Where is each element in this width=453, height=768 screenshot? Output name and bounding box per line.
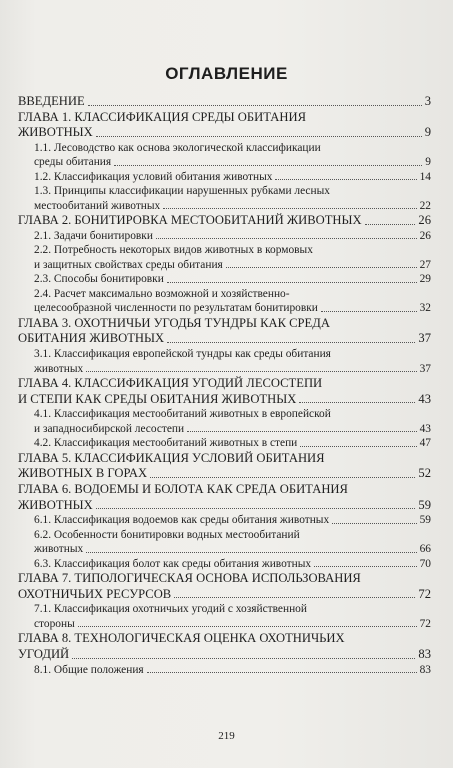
toc-entry-text: УГОДИЙ [18, 646, 70, 661]
toc-section-entry [34, 407, 431, 436]
toc-page-number: 43 [418, 391, 431, 406]
toc-chapter-entry [18, 451, 431, 482]
toc-chapter-entry [18, 94, 431, 110]
toc-entry-text: ЖИВОТНЫХ В ГОРАХ [18, 466, 148, 481]
dot-leader [163, 208, 416, 209]
toc-entry-text: 2.4. Расчет максимально возможной и хозяйственно- [34, 287, 290, 300]
dot-leader [300, 446, 416, 447]
toc-entry-text: ЖИВОТНЫХ [18, 125, 93, 140]
page-title: ОГЛАВЛЕНИЕ [165, 64, 288, 83]
toc-entry-text: ГЛАВА 6. ВОДОЕМЫ И БОЛОТА КАК СРЕДА ОБИТАНИЯ [18, 481, 348, 496]
toc-page-number: 9 [424, 125, 431, 140]
toc-page-number: 72 [419, 617, 431, 630]
toc-entry-text: 2.1. Задачи бонитировки [34, 229, 153, 242]
dot-leader [78, 626, 417, 627]
toc-entry-text: 1.2. Классификация условий обитания животных [34, 170, 273, 183]
dot-leader [365, 224, 416, 225]
toc-page-number: 37 [418, 331, 431, 346]
toc-entry-text: ГЛАВА 7. ТИПОЛОГИЧЕСКАЯ ОСНОВА ИСПОЛЬЗОВАНИЯ [18, 571, 361, 586]
dot-leader [174, 597, 415, 598]
toc-entry-last-line [34, 155, 431, 170]
toc-entry-last-line [18, 331, 431, 347]
toc-section-entry [34, 184, 431, 213]
toc-entry-text: ГЛАВА 2. БОНИТИРОВКА МЕСТООБИТАНИЙ ЖИВОТНЫХ [18, 213, 362, 228]
dot-leader [167, 282, 417, 283]
toc-entry-last-line [34, 617, 431, 632]
toc-entry-text: ВВЕДЕНИЕ [18, 94, 85, 108]
toc-entry-text: 7.1. Классификация охотничьих угодий с хозяйственной [34, 603, 307, 616]
toc-page-number: 26 [418, 213, 431, 228]
dot-leader [114, 165, 422, 166]
toc-chapter-entry [18, 631, 431, 662]
toc-entry-last-line [18, 213, 431, 229]
toc-page-number: 52 [418, 466, 431, 481]
toc-entry-text: животных [34, 362, 84, 375]
toc-entry-text: 6.2. Особенности бонитировки водных местообитаний [34, 528, 300, 541]
toc-chapter-entry [18, 571, 431, 602]
toc-entry-last-line [34, 229, 431, 244]
toc-chapter-entry [18, 110, 431, 141]
toc-chapter-entry [18, 316, 431, 347]
toc-entry-text: ГЛАВА 4. КЛАССИФИКАЦИЯ УГОДИЙ ЛЕСОСТЕПИ [18, 376, 323, 391]
toc-entry-text: животных [34, 543, 84, 556]
toc-section-entry [34, 347, 431, 376]
toc-page-number: 59 [418, 497, 431, 512]
toc-entry-text: 1.3. Принципы классификации нарушенных рубками лесных [34, 185, 330, 198]
dot-leader [72, 658, 415, 659]
toc-page-number: 9 [425, 156, 431, 169]
toc-chapter-entry [18, 376, 431, 407]
toc-entry-last-line [18, 392, 431, 408]
toc-section-entry [34, 272, 431, 287]
toc-section-entry [34, 170, 431, 185]
toc-entry-last-line [34, 301, 431, 316]
toc-page-number: 72 [418, 586, 431, 601]
toc-entry-text: 3.1. Классификация европейской тундры как среды обитания [34, 348, 331, 361]
toc-page-number: 66 [419, 543, 431, 556]
toc-entry-text: стороны [34, 617, 75, 630]
toc-page-number: 43 [419, 422, 431, 435]
toc-entry-text: среды обитания [34, 156, 112, 169]
dot-leader [299, 402, 415, 403]
page-number: 219 [218, 730, 235, 742]
dot-leader [156, 238, 417, 239]
toc-entry-last-line [18, 466, 431, 482]
toc-page-number: 37 [419, 362, 431, 375]
table-of-contents [18, 94, 431, 677]
dot-leader [96, 508, 416, 509]
dot-leader [147, 672, 417, 673]
dot-leader [88, 105, 422, 106]
toc-entry-text: И СТЕПИ КАК СРЕДЫ ОБИТАНИЯ ЖИВОТНЫХ [18, 391, 297, 406]
toc-section-entry [34, 141, 431, 170]
toc-page-number: 26 [419, 229, 431, 242]
toc-entry-text: местообитаний животных [34, 199, 161, 212]
toc-section-entry [34, 663, 431, 678]
toc-section-entry [34, 528, 431, 557]
toc-entry-text: 4.1. Классификация местообитаний животных в европейской [34, 408, 331, 421]
toc-entry-text: и западносибирской лесостепи [34, 422, 185, 435]
toc-section-entry [34, 287, 431, 316]
toc-entry-text: и защитных свойствах среды обитания [34, 258, 223, 271]
dot-leader [96, 136, 422, 137]
toc-page-number: 59 [419, 514, 431, 527]
toc-entry-last-line [34, 362, 431, 377]
dot-leader [226, 267, 417, 268]
dot-leader [321, 311, 417, 312]
toc-entry-text: ОХОТНИЧЬИХ РЕСУРСОВ [18, 586, 172, 601]
toc-entry-last-line [18, 587, 431, 603]
toc-entry-last-line [34, 199, 431, 214]
toc-section-entry [34, 229, 431, 244]
toc-entry-last-line [34, 436, 431, 451]
toc-entry-last-line [34, 513, 431, 528]
toc-section-entry [34, 602, 431, 631]
toc-entry-text: целесообразной численности по результатам бонитировки [34, 302, 318, 315]
toc-page-number: 47 [419, 437, 431, 450]
toc-chapter-entry [18, 213, 431, 229]
toc-page-number: 14 [419, 170, 431, 183]
toc-entry-text: 2.2. Потребность некоторых видов животных в кормовых [34, 244, 313, 257]
dot-leader [275, 179, 416, 180]
toc-page-number: 22 [419, 199, 431, 212]
toc-section-entry [34, 436, 431, 451]
toc-entry-text: ГЛАВА 3. ОХОТНИЧЬИ УГОДЬЯ ТУНДРЫ КАК СРЕДА [18, 315, 330, 330]
toc-entry-last-line [18, 647, 431, 663]
toc-entry-text: ГЛАВА 1. КЛАССИФИКАЦИЯ СРЕДЫ ОБИТАНИЯ [18, 109, 306, 124]
toc-entry-last-line [34, 258, 431, 273]
toc-entry-text: ГЛАВА 8. ТЕХНОЛОГИЧЕСКАЯ ОЦЕНКА ОХОТНИЧЬИХ [18, 631, 345, 646]
toc-page-number: 70 [419, 557, 431, 570]
toc-entry-last-line [34, 557, 431, 572]
toc-page-number: 32 [419, 302, 431, 315]
toc-entry-last-line [34, 170, 431, 185]
toc-entry-text: ЖИВОТНЫХ [18, 497, 93, 512]
dot-leader [150, 477, 415, 478]
toc-entry-text: 2.3. Способы бонитировки [34, 273, 164, 286]
toc-entry-text: ОБИТАНИЯ ЖИВОТНЫХ [18, 331, 165, 346]
toc-entry-text: 6.1. Классификация водоемов как среды обитания животных [34, 514, 330, 527]
toc-page-number: 83 [419, 663, 431, 676]
toc-page-number: 29 [419, 273, 431, 286]
toc-page-number: 83 [418, 646, 431, 661]
toc-page-number: 3 [424, 94, 431, 108]
dot-leader [332, 523, 416, 524]
toc-entry-text: 4.2. Классификация местообитаний животных в степи [34, 437, 298, 450]
toc-entry-last-line [18, 94, 431, 110]
toc-section-entry [34, 513, 431, 528]
toc-entry-last-line [34, 272, 431, 287]
dot-leader [167, 342, 415, 343]
toc-entry-text: 1.1. Лесоводство как основа экологической классификации [34, 141, 321, 154]
dot-leader [86, 552, 416, 553]
toc-entry-text: 6.3. Классификация болот как среды обитания животных [34, 557, 312, 570]
toc-entry-last-line [18, 498, 431, 514]
toc-entry-text: 8.1. Общие положения [34, 663, 144, 676]
dot-leader [187, 431, 417, 432]
toc-section-entry [34, 243, 431, 272]
toc-page-number: 27 [419, 258, 431, 271]
toc-chapter-entry [18, 482, 431, 513]
toc-entry-last-line [34, 542, 431, 557]
toc-entry-last-line [18, 125, 431, 141]
toc-entry-last-line [34, 663, 431, 678]
toc-entry-text: ГЛАВА 5. КЛАССИФИКАЦИЯ УСЛОВИЙ ОБИТАНИЯ [18, 450, 325, 465]
dot-leader [314, 566, 417, 567]
dot-leader [86, 371, 416, 372]
toc-entry-last-line [34, 422, 431, 437]
toc-section-entry [34, 557, 431, 572]
